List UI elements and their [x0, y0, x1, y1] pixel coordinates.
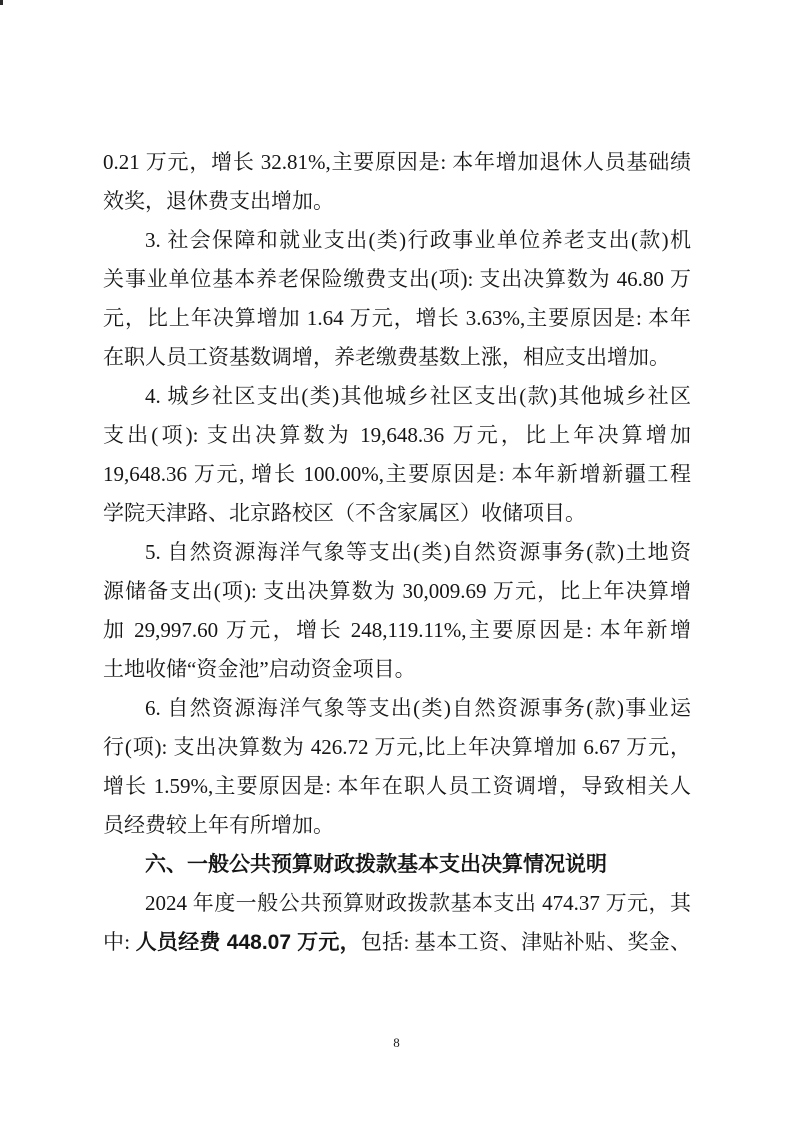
emphasized-text: 六、一般公共预算财政拨款基本支出决算情况说明 — [145, 853, 607, 876]
body-text: 19,648.36 万元, 增长 100.00%,主要原因是: 本年新增新疆工程 — [103, 462, 691, 486]
text-line — [103, 923, 691, 962]
body-text: 5. 自然资源海洋气象等支出(类)自然资源事务(款)土地资 — [145, 540, 691, 564]
text-line — [103, 416, 691, 455]
emphasized-text: 人员经费 448.07 万元， — [135, 931, 361, 954]
page-number: 8 — [393, 1035, 400, 1050]
body-text: 关事业单位基本养老保险缴费支出(项): 支出决算数为 46.80 万 — [103, 267, 691, 291]
text-line — [103, 494, 691, 533]
body-text: 加 29,997.60 万元，增长 248,119.11%,主要原因是: 本年新增 — [103, 618, 691, 642]
body-text: 源储备支出(项): 支出决算数为 30,009.69 万元，比上年决算增 — [103, 579, 691, 603]
text-line — [103, 884, 691, 923]
body-text: 员经费较上年有所增加。 — [103, 813, 334, 837]
text-line — [103, 728, 691, 767]
heading-line — [103, 845, 691, 884]
text-line — [103, 767, 691, 806]
text-line — [103, 221, 691, 260]
text-line — [103, 299, 691, 338]
body-text: 行(项): 支出决算数为 426.72 万元,比上年决算增加 6.67 万元， — [103, 735, 691, 759]
body-text: 增长 1.59%,主要原因是: 本年在职人员工资调增，导致相关人 — [103, 774, 691, 798]
text-line — [103, 182, 691, 221]
body-text: 效奖，退休费支出增加。 — [103, 189, 334, 213]
body-text: 在职人员工资基数调增，养老缴费基数上涨，相应支出增加。 — [103, 345, 670, 369]
body-text: 包括: 基本工资、津贴补贴、奖金、 — [360, 930, 691, 954]
scan-artifact — [0, 0, 3, 5]
body-text: 4. 城乡社区支出(类)其他城乡社区支出(款)其他城乡社区 — [145, 384, 691, 408]
text-line — [103, 338, 691, 377]
text-line — [103, 572, 691, 611]
body-text: 支出(项): 支出决算数为 19,648.36 万元，比上年决算增加 — [103, 423, 691, 447]
body-text: 土地收储“资金池”启动资金项目。 — [103, 657, 416, 681]
document-body — [103, 143, 691, 962]
text-line — [103, 260, 691, 299]
body-text: 中: — [103, 930, 136, 954]
text-line — [103, 143, 691, 182]
text-line — [103, 650, 691, 689]
body-text: 学院天津路、北京路校区（不含家属区）收储项目。 — [103, 501, 586, 525]
body-text: 6. 自然资源海洋气象等支出(类)自然资源事务(款)事业运 — [145, 696, 691, 720]
text-line — [103, 533, 691, 572]
text-line — [103, 806, 691, 845]
text-line — [103, 377, 691, 416]
text-line — [103, 455, 691, 494]
text-line — [103, 689, 691, 728]
body-text: 元，比上年决算增加 1.64 万元，增长 3.63%,主要原因是: 本年 — [103, 306, 691, 330]
text-line — [103, 611, 691, 650]
body-text: 3. 社会保障和就业支出(类)行政事业单位养老支出(款)机 — [145, 228, 691, 252]
body-text: 0.21 万元，增长 32.81%,主要原因是: 本年增加退休人员基础绩 — [103, 150, 691, 174]
body-text: 2024 年度一般公共预算财政拨款基本支出 474.37 万元，其 — [145, 891, 691, 915]
